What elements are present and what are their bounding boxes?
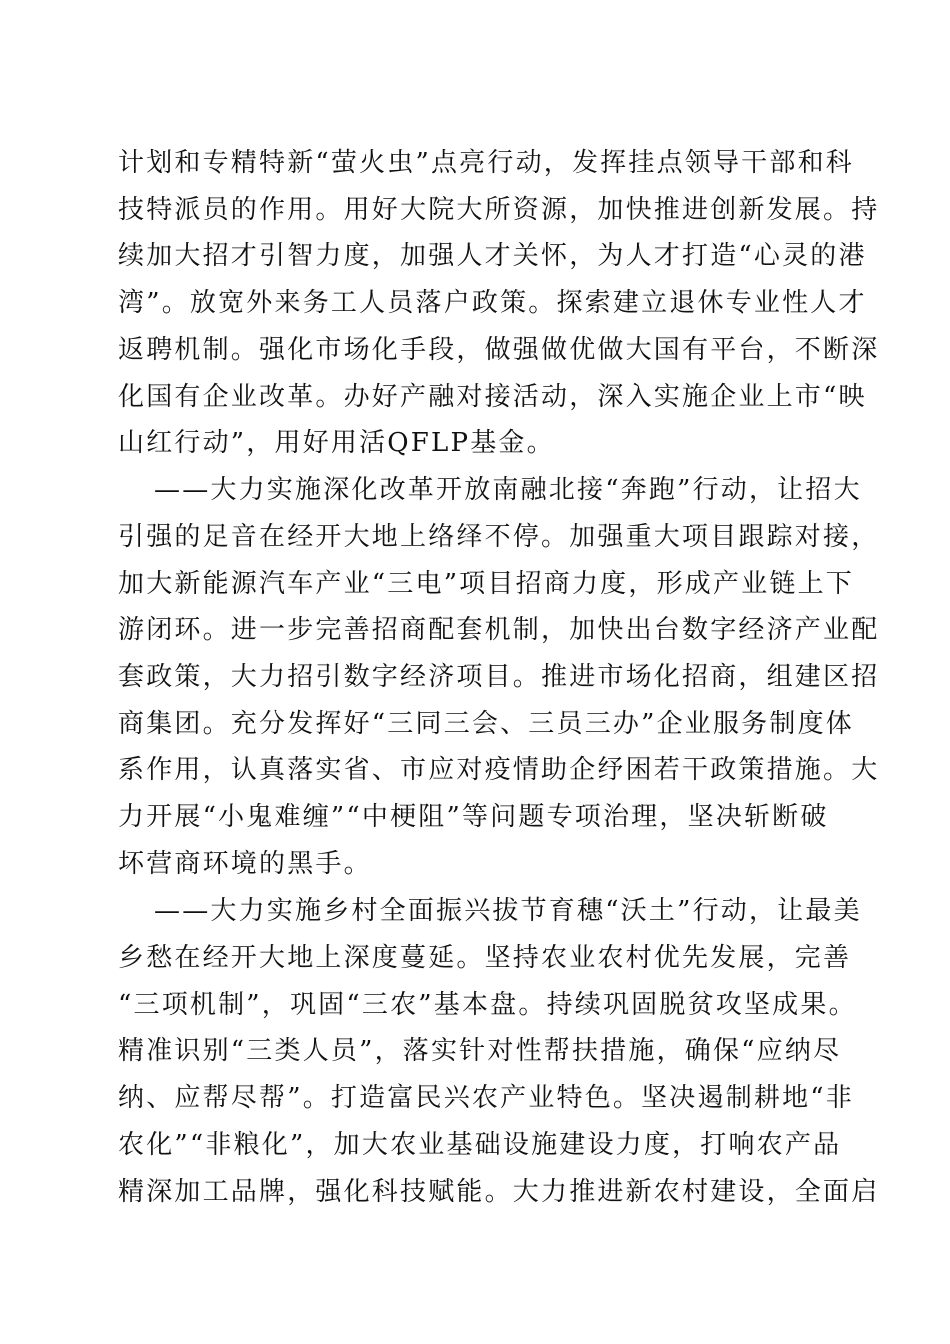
text-line: 返聘机制。强化市场化手段，做强做优做大国有平台，不断深 bbox=[118, 335, 880, 365]
text-line: 商集团。充分发挥好“三同三会、三员三办”企业服务制度体 bbox=[118, 709, 854, 739]
text-line: 乡愁在经开大地上深度蔓延。坚持农业农村优先发展，完善 bbox=[118, 943, 852, 973]
text-line: 系作用，认真落实省、市应对疫情助企纾困若干政策措施。大 bbox=[118, 755, 880, 785]
text-line: 计划和专精特新“萤火虫”点亮行动，发挥挂点领导干部和科 bbox=[118, 148, 854, 178]
paragraph-start-line: ——大力实施深化改革开放南融北接“奔跑”行动，让招大 bbox=[154, 475, 862, 505]
paragraph-start-line: ——大力实施乡村全面振兴拔节育穗“沃土”行动，让最美 bbox=[154, 896, 862, 926]
text-line: 力开展“小鬼难缠”“中梗阻”等问题专项治理，坚决斩断破 bbox=[118, 802, 829, 832]
text-line: 农化”“非粮化”，加大农业基础设施建设力度，打响农产品 bbox=[118, 1130, 842, 1160]
text-line: “三项机制”，巩固“三农”基本盘。持续巩固脱贫攻坚成果。 bbox=[118, 990, 857, 1020]
text-line: 纳、应帮尽帮”。打造富民兴农产业特色。坚决遏制耕地“非 bbox=[118, 1083, 854, 1113]
text-line: 坏营商环境的黑手。 bbox=[118, 849, 372, 879]
text-line: 加大新能源汽车产业“三电”项目招商力度，形成产业链上下 bbox=[118, 569, 854, 599]
text-line: 湾”。放宽外来务工人员落户政策。探索建立退休专业性人才 bbox=[118, 288, 867, 318]
text-line: 续加大招才引智力度，加强人才关怀，为人才打造“心灵的港 bbox=[118, 241, 867, 271]
text-line: 化国有企业改革。办好产融对接活动，深入实施企业上市“映 bbox=[118, 382, 867, 412]
text-line: 引强的足音在经开大地上络绎不停。加强重大项目跟踪对接， bbox=[118, 522, 880, 552]
text-line: 套政策，大力招引数字经济项目。推进市场化招商，组建区招 bbox=[118, 662, 880, 692]
text-line: 精准识别“三类人员”，落实针对性帮扶措施，确保“应纳尽 bbox=[118, 1036, 842, 1066]
text-line: 游闭环。进一步完善招商配套机制，加快出台数字经济产业配 bbox=[118, 615, 880, 645]
text-line: 精深加工品牌，强化科技赋能。大力推进新农村建设，全面启 bbox=[118, 1177, 880, 1207]
text-line: 技特派员的作用。用好大院大所资源，加快推进创新发展。持 bbox=[118, 195, 880, 225]
text-line: 山红行动”，用好用活QFLP基金。 bbox=[118, 428, 555, 458]
